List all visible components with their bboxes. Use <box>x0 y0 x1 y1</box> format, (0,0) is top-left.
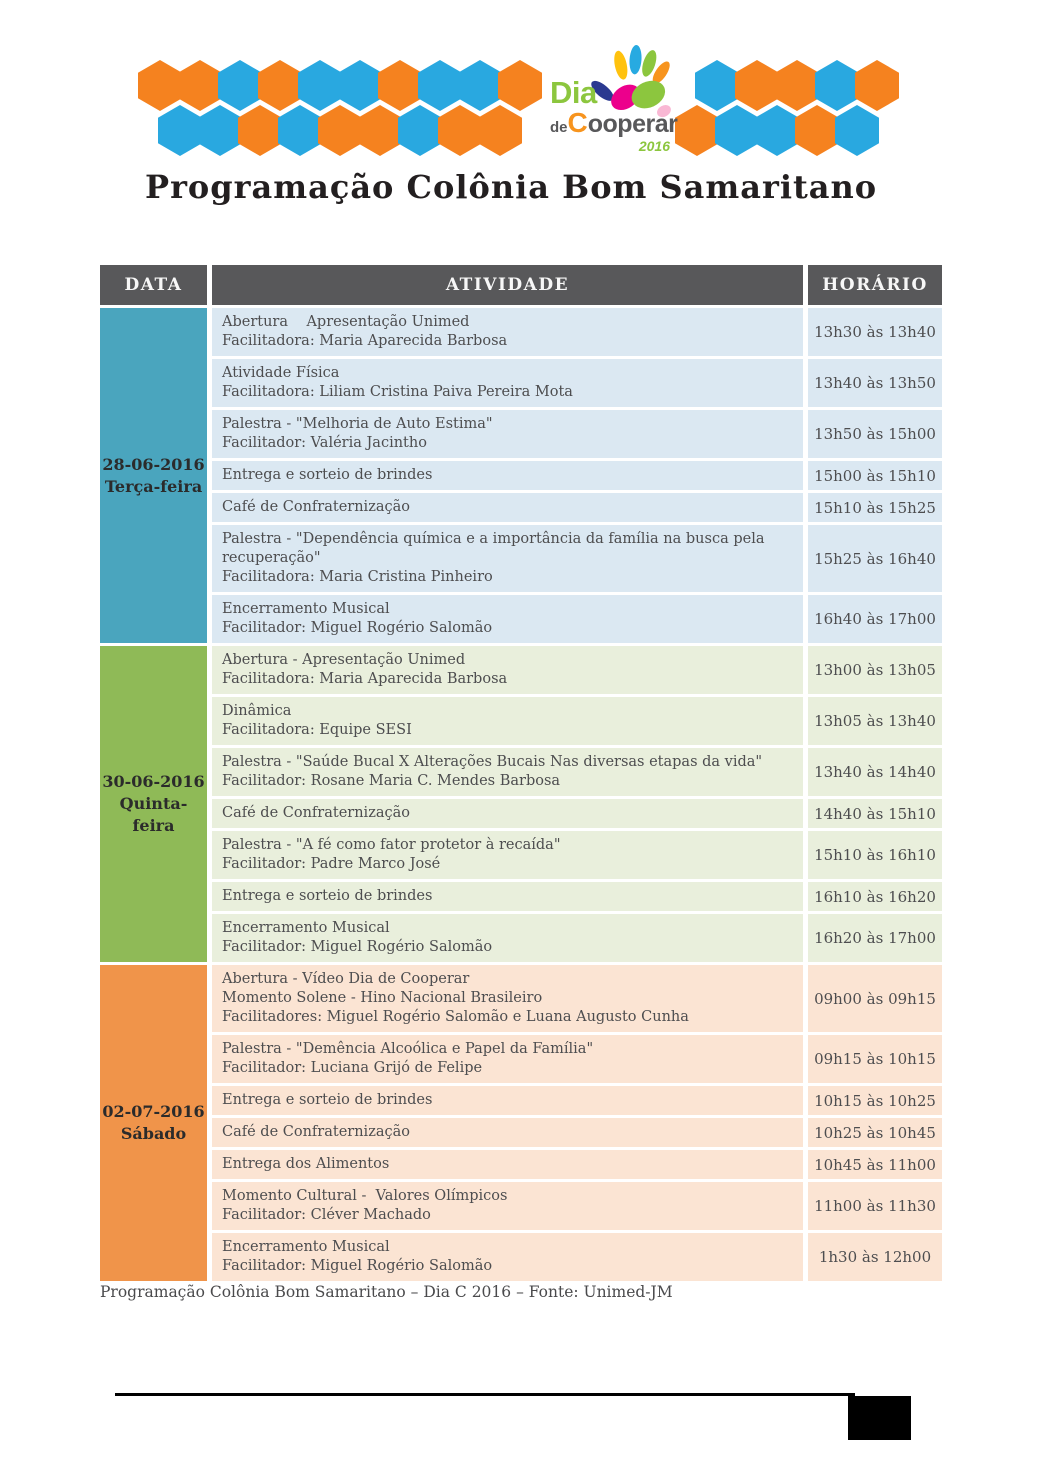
table-row <box>212 882 942 911</box>
schedule-table <box>100 265 942 1284</box>
time-cell: 13h40 às 14h40 <box>808 748 942 796</box>
header-cell-atividade: ATIVIDADE <box>212 265 803 305</box>
activity-line: Facilitador: Miguel Rogério Salomão <box>222 1258 493 1274</box>
table-row <box>212 1035 942 1083</box>
time-cell: 11h00 às 11h30 <box>808 1182 942 1230</box>
logo-text-dia: Dia <box>550 75 597 110</box>
hexagon-orange <box>258 60 302 111</box>
hexagon-blue <box>198 105 242 156</box>
activity-line: Entrega dos Alimentos <box>222 1156 390 1172</box>
time-cell: 13h05 às 13h40 <box>808 697 942 745</box>
header-cell-horario: HORÁRIO <box>808 265 942 305</box>
hexagon-orange <box>178 60 222 111</box>
time-cell: 10h15 às 10h25 <box>808 1086 942 1115</box>
hexagon-orange <box>318 105 362 156</box>
activity-line: Abertura - Vídeo Dia de Cooperar <box>222 971 470 987</box>
activity-line: Facilitador: Valéria Jacintho <box>222 435 427 451</box>
date-group <box>100 965 942 1281</box>
activity-cell <box>212 410 803 458</box>
activity-cell <box>212 493 803 522</box>
hexagon-blue <box>835 105 879 156</box>
table-row <box>212 1086 942 1115</box>
group-rows <box>212 965 942 1281</box>
activity-line: Atividade Física <box>222 365 340 381</box>
activity-line: Café de Confraternização <box>222 1124 410 1140</box>
time-cell: 13h50 às 15h00 <box>808 410 942 458</box>
time-cell: 15h10 às 16h10 <box>808 831 942 879</box>
hexagon-blue <box>755 105 799 156</box>
time-cell: 15h10 às 15h25 <box>808 493 942 522</box>
table-row <box>212 493 942 522</box>
table-row <box>212 1233 942 1281</box>
hexagon-orange <box>358 105 402 156</box>
activity-line: Palestra - "Saúde Bucal X Alterações Bucais Nas diversas etapas da vida" <box>222 754 763 770</box>
activity-line: Facilitadora: Maria Cristina Pinheiro <box>222 569 493 585</box>
activity-line: Momento Cultural - Valores Olímpicos <box>222 1188 508 1204</box>
table-row <box>212 359 942 407</box>
weekday-value: Sábado <box>120 1124 187 1143</box>
weekday-value: Terça-feira <box>104 476 203 496</box>
time-cell: 13h30 às 13h40 <box>808 308 942 356</box>
activity-line: Facilitador: Miguel Rogério Salomão <box>222 620 493 636</box>
hexagon-orange <box>478 105 522 156</box>
hexagon-strip-right <box>675 60 905 160</box>
time-cell: 15h25 às 16h40 <box>808 525 942 592</box>
table-row <box>212 1118 942 1147</box>
activity-cell <box>212 1150 803 1179</box>
table-row <box>212 308 942 356</box>
activity-cell <box>212 748 803 796</box>
activity-line: Palestra - "Melhoria de Auto Estima" <box>222 416 493 432</box>
activity-cell <box>212 882 803 911</box>
time-cell: 1h30 às 12h00 <box>808 1233 942 1281</box>
hexagon-orange <box>498 60 542 111</box>
date-cell <box>100 308 207 643</box>
time-cell: 13h40 às 13h50 <box>808 359 942 407</box>
hexagon-blue <box>398 105 442 156</box>
activity-line: Café de Confraternização <box>222 499 410 515</box>
table-row <box>212 914 942 962</box>
activity-line: Abertura Apresentação Unimed <box>222 314 470 330</box>
date-value: 28-06-2016 <box>102 454 205 474</box>
table-row <box>212 965 942 1032</box>
activity-cell <box>212 461 803 490</box>
table-row <box>212 831 942 879</box>
hexagon-orange <box>855 60 899 111</box>
table-body <box>100 308 942 1281</box>
activity-cell <box>212 831 803 879</box>
activity-line: Entrega e sorteio de brindes <box>222 888 433 904</box>
activity-line: Facilitadora: Maria Aparecida Barbosa <box>222 333 508 349</box>
time-cell: 10h45 às 11h00 <box>808 1150 942 1179</box>
hexagon-orange <box>138 60 182 111</box>
hexagon-orange <box>735 60 779 111</box>
banner <box>0 0 1040 170</box>
header-cell-data: DATA <box>100 265 207 305</box>
hexagon-blue <box>695 60 739 111</box>
logo-text-cooperar <box>550 107 677 139</box>
logo-year: 2016 <box>638 138 670 154</box>
hexagon-orange <box>795 105 839 156</box>
weekday-value: Quinta-feira <box>119 794 188 835</box>
table-header-row <box>100 265 942 305</box>
activity-cell <box>212 1233 803 1281</box>
hexagon-orange <box>238 105 282 156</box>
activity-cell <box>212 595 803 643</box>
activity-cell <box>212 1182 803 1230</box>
hexagon-orange <box>378 60 422 111</box>
activity-line: Facilitadora: Maria Aparecida Barbosa <box>222 671 508 687</box>
activity-cell <box>212 646 803 694</box>
time-cell: 15h00 às 15h10 <box>808 461 942 490</box>
activity-line: Abertura - Apresentação Unimed <box>222 652 466 668</box>
hexagon-blue <box>218 60 262 111</box>
date-value: 02-07-2016 <box>102 1102 205 1121</box>
footer-black-box <box>848 1396 911 1440</box>
table-row <box>212 646 942 694</box>
date-cell <box>100 965 207 1281</box>
time-cell: 16h20 às 17h00 <box>808 914 942 962</box>
table-row <box>212 525 942 592</box>
activity-line: Facilitador: Padre Marco José <box>222 856 441 872</box>
hexagon-strip-left <box>138 60 578 160</box>
hexagon-blue <box>158 105 202 156</box>
activity-line: Palestra - "Dependência química e a importância da família na busca pela recuperação" <box>222 531 770 566</box>
time-cell: 13h00 às 13h05 <box>808 646 942 694</box>
activity-line: Dinâmica <box>222 703 292 719</box>
table-row <box>212 410 942 458</box>
time-cell: 14h40 às 15h10 <box>808 799 942 828</box>
activity-line: Palestra - "A fé como fator protetor à recaída" <box>222 837 561 853</box>
activity-line: Facilitadores: Miguel Rogério Salomão e Luana Augusto Cunha <box>222 1009 689 1025</box>
hexagon-orange <box>675 105 719 156</box>
activity-cell <box>212 1035 803 1083</box>
date-cell <box>100 646 207 962</box>
date-group <box>100 646 942 962</box>
activity-line: Encerramento Musical <box>222 920 390 936</box>
activity-cell <box>212 308 803 356</box>
activity-cell <box>212 1086 803 1115</box>
activity-line: Facilitador: Cléver Machado <box>222 1207 431 1223</box>
hexagon-orange <box>438 105 482 156</box>
time-cell: 16h40 às 17h00 <box>808 595 942 643</box>
logo-text-ooperar: ooperar <box>587 110 678 138</box>
activity-line: Entrega e sorteio de brindes <box>222 1092 433 1108</box>
activity-line: Facilitadora: Liliam Cristina Paiva Pereira Mota <box>222 384 573 400</box>
source-caption: Programação Colônia Bom Samaritano – Dia C 2016 – Fonte: Unimed-JM <box>100 1283 673 1301</box>
hexagon-blue <box>715 105 759 156</box>
hexagon-blue <box>338 60 382 111</box>
activity-cell <box>212 697 803 745</box>
activity-line: Encerramento Musical <box>222 601 390 617</box>
activity-cell <box>212 965 803 1032</box>
activity-line: Facilitador: Rosane Maria C. Mendes Barbosa <box>222 773 561 789</box>
hexagon-blue <box>458 60 502 111</box>
hexagon-blue <box>815 60 859 111</box>
activity-line: Entrega e sorteio de brindes <box>222 467 433 483</box>
dia-de-cooperar-logo <box>548 45 676 167</box>
time-cell: 09h15 às 10h15 <box>808 1035 942 1083</box>
logo-text-c: C <box>567 107 588 138</box>
activity-line: Momento Solene - Hino Nacional Brasileiro <box>222 990 543 1006</box>
group-rows <box>212 308 942 643</box>
table-row <box>212 461 942 490</box>
activity-line: Facilitador: Luciana Grijó de Felipe <box>222 1060 483 1076</box>
hexagon-orange <box>775 60 819 111</box>
table-row <box>212 799 942 828</box>
hexagon-blue <box>298 60 342 111</box>
activity-line: Encerramento Musical <box>222 1239 390 1255</box>
table-row <box>212 748 942 796</box>
logo-text-de: de <box>550 119 568 136</box>
table-row <box>212 1182 942 1230</box>
date-group <box>100 308 942 643</box>
activity-line: Facilitador: Miguel Rogério Salomão <box>222 939 493 955</box>
time-cell: 10h25 às 10h45 <box>808 1118 942 1147</box>
time-cell: 09h00 às 09h15 <box>808 965 942 1032</box>
table-row <box>212 1150 942 1179</box>
activity-cell <box>212 525 803 592</box>
activity-line: Facilitadora: Equipe SESI <box>222 722 412 738</box>
footer-rule <box>115 1393 855 1396</box>
hexagon-blue <box>418 60 462 111</box>
activity-line: Palestra - "Demência Alcoólica e Papel da Família" <box>222 1041 594 1057</box>
table-row <box>212 595 942 643</box>
group-rows <box>212 646 942 962</box>
page-title: Programação Colônia Bom Samaritano <box>145 168 878 206</box>
table-row <box>212 697 942 745</box>
activity-cell <box>212 799 803 828</box>
activity-line: Café de Confraternização <box>222 805 410 821</box>
activity-cell <box>212 1118 803 1147</box>
activity-cell <box>212 359 803 407</box>
activity-cell <box>212 914 803 962</box>
time-cell: 16h10 às 16h20 <box>808 882 942 911</box>
hexagon-blue <box>278 105 322 156</box>
date-value: 30-06-2016 <box>102 772 205 791</box>
